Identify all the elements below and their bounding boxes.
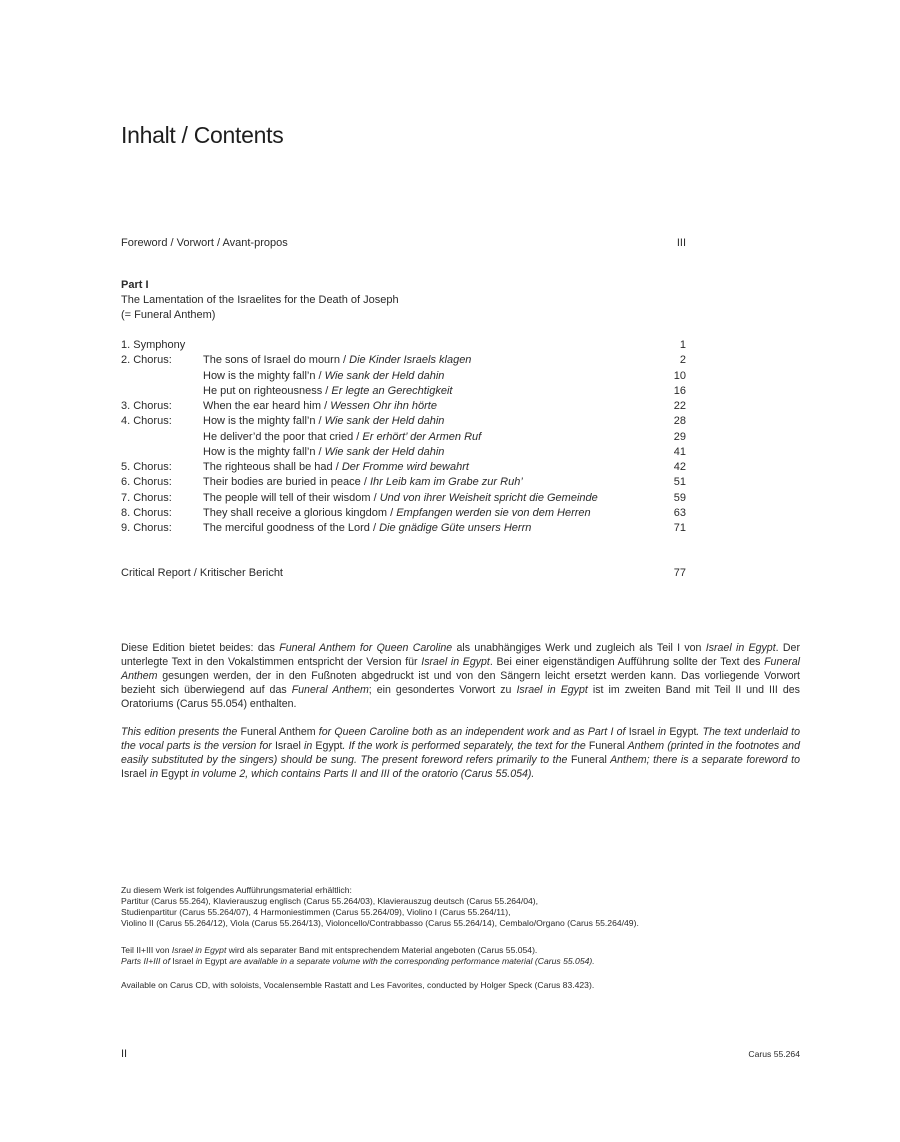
catalog-number: Carus 55.264 — [748, 1049, 800, 1059]
cd-note: Available on Carus CD, with soloists, Vocalensemble Rastatt and Les Favorites, conducted by Holger Speck (Carus 83.423). — [121, 980, 595, 990]
toc-title: The people will tell of their wisdom / Und von ihrer Weisheit spricht die Gemeinde — [203, 491, 598, 504]
page-number: II — [121, 1048, 128, 1060]
toc-page: 10 — [673, 369, 686, 382]
critical-report-page: 77 — [673, 567, 686, 579]
parts-note-english: Parts II+III of Israel in Egypt are available in a separate volume with the corresponding performance material (Carus 55.054). — [121, 956, 595, 966]
toc-entry — [121, 338, 686, 353]
toc-entry — [121, 384, 686, 399]
foreword-label: Foreword / Vorwort / Avant-propos — [121, 237, 288, 249]
toc-entry — [121, 521, 686, 536]
toc-entry — [121, 460, 686, 475]
toc-title: He put on righteousness / Er legte an Gerechtigkeit — [203, 384, 453, 397]
toc-title: When the ear heard him / Wessen Ohr ihn hörte — [203, 400, 437, 412]
toc-entry — [121, 445, 686, 460]
toc-page: 63 — [673, 506, 686, 519]
toc-title: He deliver’d the poor that cried / Er erhört’ der Armen Ruf — [203, 430, 482, 443]
toc-number: 8. Chorus: — [121, 506, 172, 519]
toc-entry — [121, 506, 686, 521]
toc-entry — [121, 399, 686, 414]
edition-note-english: This edition presents the Funeral Anthem for Queen Caroline both as an independent work and as Part I of Israel in Egypt. The text underlaid to the vocal parts is the version for Israel in Egypt. If the work is performed separately, the text for the Funeral Anthem (printed in the footnotes and easily substituted by the singers) should be sung. The present foreword refers primarily to the Funeral Anthem; there is a separate foreword to Israel in Egypt in volume 2, which contains Parts II and III of the oratorio (Carus 55.054). — [121, 726, 800, 780]
edition-note-german: Diese Edition bietet beides: das Funeral Anthem for Queen Caroline als unabhängiges Werk und zugleich als Teil I von Israel in Egypt. Der unterlegte Text in den Vokalstimmen entspricht der Version für Israel in Egypt. Bei einer eigenständigen Aufführung sollte der Text des Funeral Anthem gesungen werden, der in den Fußnoten abgedruckt ist und von den Sängern leicht ersetzt werden kann. Das vorliegende Vorwort bezieht sich überwiegend auf das Funeral Anthem; ein gesondertes Vorwort zu Israel in Egypt ist im zweiten Band mit Teil II und III des Oratoriums (Carus 55.054) enthalten. — [121, 642, 800, 710]
toc-title: How is the mighty fall’n / Wie sank der Held dahin — [203, 445, 445, 458]
toc-number: 4. Chorus: — [121, 415, 172, 428]
toc-entry — [121, 369, 686, 384]
toc-entry — [121, 491, 686, 506]
toc-number: 7. Chorus: — [121, 491, 172, 504]
parts-note — [121, 945, 800, 967]
toc-page: 59 — [673, 491, 686, 504]
toc-page: 42 — [673, 461, 686, 473]
toc-number: 2. Chorus: — [121, 354, 172, 367]
toc-number: 6. Chorus: — [121, 476, 172, 489]
toc-number: 1. Symphony — [121, 339, 186, 351]
toc-page: 51 — [673, 476, 686, 489]
toc-page: 2 — [679, 354, 686, 367]
toc-entry — [121, 353, 686, 368]
toc-number: 3. Chorus: — [121, 400, 172, 412]
toc-page: 28 — [673, 415, 686, 428]
part-heading: Part I — [121, 279, 149, 291]
material-line: Studienpartitur (Carus 55.264/07), 4 Harmoniestimmen (Carus 55.264/09), Violino I (Carus 55.264/11), — [121, 907, 511, 917]
toc-entry — [121, 430, 686, 445]
toc-title: The merciful goodness of the Lord / Die gnädige Güte unsers Herrn — [203, 522, 532, 534]
toc-number: 9. Chorus: — [121, 522, 172, 534]
performance-material — [121, 885, 800, 929]
parts-note-german: Teil II+III von Israel in Egypt wird als separater Band mit entsprechendem Material angeboten (Carus 55.054). — [121, 945, 538, 955]
toc-page: 71 — [673, 522, 686, 534]
toc-page: 16 — [673, 384, 686, 397]
toc-foreword-row — [121, 236, 686, 251]
toc-critical-report-row — [121, 566, 686, 581]
toc-title: How is the mighty fall’n / Wie sank der Held dahin — [203, 415, 445, 428]
material-line: Violino II (Carus 55.264/12), Viola (Carus 55.264/13), Violoncello/Contrabbasso (Carus 55.264/14), Cembalo/Organo (Carus 55.264/49). — [121, 918, 639, 928]
toc-title: How is the mighty fall’n / Wie sank der Held dahin — [203, 369, 445, 382]
part-subtitle-2: (= Funeral Anthem) — [121, 309, 216, 321]
page-title: Inhalt / Contents — [121, 122, 284, 148]
toc-list — [121, 338, 686, 536]
toc-entry — [121, 475, 686, 490]
material-line: Zu diesem Werk ist folgendes Aufführungsmaterial erhältlich: — [121, 885, 352, 895]
foreword-page: III — [676, 237, 686, 249]
toc-title: The sons of Israel do mourn / Die Kinder Israels klagen — [203, 354, 472, 367]
toc-title: The righteous shall be had / Der Fromme wird bewahrt — [203, 461, 469, 473]
toc-page: 22 — [673, 400, 686, 412]
part-subtitle-1: The Lamentation of the Israelites for the Death of Joseph — [121, 294, 399, 306]
toc-title: Their bodies are buried in peace / Ihr Leib kam im Grabe zur Ruh’ — [203, 476, 523, 489]
toc-entry — [121, 414, 686, 429]
material-line: Partitur (Carus 55.264), Klavierauszug englisch (Carus 55.264/03), Klavierauszug deutsch (Carus 55.264/04), — [121, 896, 539, 906]
toc-title: They shall receive a glorious kingdom / Empfangen werden sie von dem Herren — [203, 506, 591, 519]
toc-page: 29 — [673, 430, 686, 443]
toc-page: 41 — [673, 445, 686, 458]
toc-page: 1 — [679, 339, 686, 351]
toc-number: 5. Chorus: — [121, 461, 172, 473]
critical-report-label: Critical Report / Kritischer Bericht — [121, 567, 283, 579]
